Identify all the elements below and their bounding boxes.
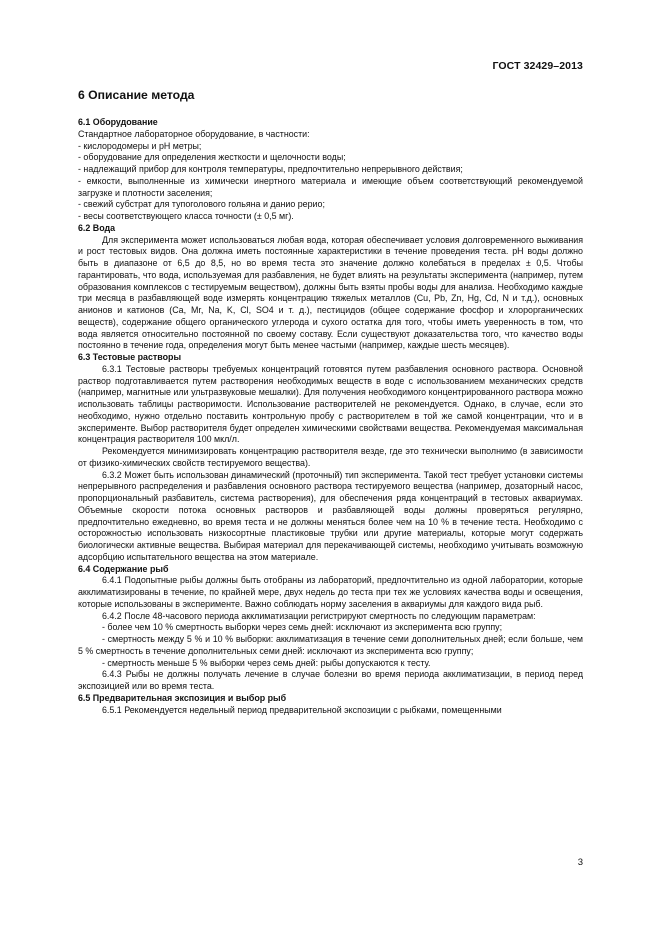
section-title: 6 Описание метода [78, 88, 195, 102]
heading-6-2: 6.2 Вода [78, 222, 116, 233]
paragraph: 6.5.1 Рекомендуется недельный период предварительной экспозиции с рыбками, помещенными [102, 704, 502, 715]
list-item: - весы соответствующего класса точности (± 0,5 мг). [78, 211, 294, 221]
list-item: - более чем 10 % смертность выборки через семь дней: исключают из эксперимента всю группу; [102, 622, 503, 633]
list-item: - емкости, выполненные из химически инертного материала и имеющие объем соответствующий рекомендуемой загрузке и плотности заселения; [78, 175, 583, 198]
paragraph: 6.4.3 Рыбы не должны получать лечение в случае болезни во время периода акклиматизации, в период перед экспозицией или во время теста. [78, 669, 583, 691]
paragraph: Для эксперимента может использоваться любая вода, которая обеспечивает условия долговременного выживания и рост тестовых видов. Она должна иметь постоянные характеристики в течение проведения теста. pH воды должно быть в диапазоне от 6,5 до 8,5, но во время теста это значение должно колебаться в пределах ± 0,5. Чтобы гарантировать, что вода, используемая для разбавления, не будет влиять на результаты эксперимента (например, путем образования комплексов с тестируемым веществом), должны быть взяты пробы воды для анализа. Необходимо каждые три месяца в разбавляющей воде измерять концентрацию тяжелых металлов (Cu, Pb, Zn, Hg, Cd, N и т.д.), основных анионов и катионов (Ca, Mr, Na, K, Cl, SO4 и т. д.), пестицидов (общее содержание фосфор и хлорорганических веществ), содержание общего органического углерода и сухого остатка для того, чтобы иметь уверенность в том, что вода является относительно постоянной по своему составу. Если существуют доказательства того, что качество воды постоянно в течение года, определения могут быть менее частыми (например, каждые шесть месяцев). [78, 234, 583, 351]
document-id: ГОСТ 32429–2013 [492, 60, 583, 72]
paragraph: 6.4.1 Подопытные рыбы должны быть отобраны из лабораторий, предпочтительно из одной лаборатории, которые акклиматизированы в течение, по крайней мере, двух недель до теста при тех же условиях качества воды и освещения, которые использованы в эксперименте. Важно соблюдать норму заселения в аквариумы для каждого вида рыб. [78, 575, 583, 609]
list-item: - надлежащий прибор для контроля температуры, предпочтительно непрерывного действия; [78, 164, 463, 174]
heading-6-4: 6.4 Содержание рыб [78, 563, 169, 574]
document-body [78, 88, 583, 716]
heading-6-1: 6.1 Оборудование [78, 117, 158, 127]
heading-6-5: 6.5 Предварительная экспозиция и выбор рыб [78, 692, 287, 703]
heading-6-3: 6.3 Тестовые растворы [78, 352, 182, 362]
paragraph: 6.4.2 После 48-часового периода акклиматизации регистрируют смертность по следующим параметрам: [102, 610, 536, 621]
paragraph: 6.3.1 Тестовые растворы требуемых концентраций готовятся путем разбавления основного раствора. Основной раствор подготавливается путем растворения необходимых веществ в воде с использованием механических средств (например, магнитные или ультразвуковые мешалки). Для получения необходимого концентрированного раствора можно использовать таблицы растворимости. Использование растворителей не рекомендуется. Однако, в случае, если это необходимо, нужно отдельно поставить контрольную пробу с растворителем в той же самой концентрации, что и в эксперименте. Выбор растворителя будет определен химическими свойствами вещества. Рекомендуемая максимальная концентрация растворителя 100 мкл/л. [78, 363, 583, 445]
list-item: - смертность между 5 % и 10 % выборки: акклиматизация в течение семи дополнительных дней; если больше, чем 5 % смертность в течение дополнительных семи дней: исключают из эксперимента всю группу; [78, 634, 583, 656]
list-item: - оборудование для определения жесткости и щелочности воды; [78, 152, 346, 163]
list-item: - кислородомеры и pH метры; [78, 140, 202, 151]
paragraph: Стандартное лабораторное оборудование, в частности: [78, 128, 310, 139]
page-number: 3 [577, 857, 583, 868]
paragraph: 6.3.2 Может быть использован динамический (проточный) тип эксперимента. Такой тест требует установки системы непрерывного распределения и разбавления основного раствора тестируемого вещества (например, дозаторный насос, пропорциональный разбавитель, система растворения), для обеспечения ряда концентраций в тестовых аквариумах. Объемные скорости потока основных растворов и разбавляющей воды должны проверяться регулярно, предпочтительно ежедневно, во время теста и не должны меняться более чем на 10 % в течение теста. Необходимо с осторожностью использовать низкосортные пластиковые трубки или другие материалы, которые могут содержать биологически активные вещества. Выбирая материал для перекачивающей системы, необходимо учитывать возможную адсорбцию испытательного вещества на этом материале. [78, 469, 583, 562]
paragraph: Рекомендуется минимизировать концентрацию растворителя везде, где это технически выполнимо (в зависимости от физико-химических свойств тестируемого вещества). [78, 446, 583, 468]
list-item: - свежий субстрат для тупоголового гольяна и данио рерио; [78, 199, 325, 210]
list-item: - смертность меньше 5 % выборки через семь дней: рыбы допускаются к тесту. [102, 657, 431, 668]
